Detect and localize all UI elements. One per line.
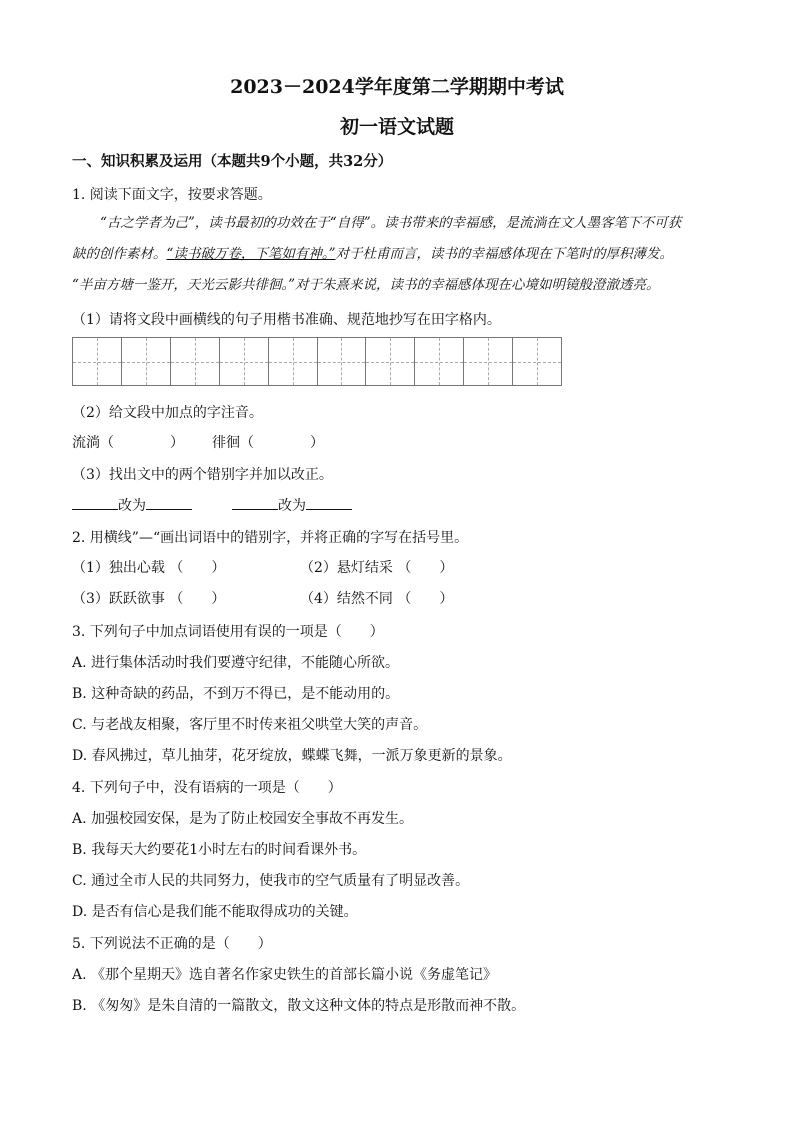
q2-item[interactable]: （1）独出心载 （ ）: [72, 560, 226, 576]
grid-cell[interactable]: [269, 338, 318, 385]
q5-option-a[interactable]: A. 《那个星期天》选自著名作家史铁生的首部长篇小说《务虚笔记》: [72, 967, 498, 983]
grid-cell[interactable]: [73, 338, 122, 385]
grid-cell[interactable]: [318, 338, 367, 385]
q1-sub1: （1）请将文段中画横线的句子用楷书准确、规范地抄写在田字格内。: [72, 312, 501, 328]
grid-cell[interactable]: [464, 338, 513, 385]
grid-cell[interactable]: [220, 338, 269, 385]
q1-stem: 1. 阅读下面文字，按要求答题。: [72, 187, 272, 203]
grid-cell[interactable]: [415, 338, 464, 385]
answer-blank[interactable]: [232, 495, 278, 510]
q2-item[interactable]: （2）悬灯结采 （ ）: [300, 560, 454, 576]
q3-stem: 3. 下列句子中加点词语使用有误的一项是（ ）: [72, 624, 384, 640]
answer-blank[interactable]: [146, 495, 192, 510]
grid-cell[interactable]: [366, 338, 415, 385]
q3-option-b[interactable]: B. 这种奇缺的药品，不到万不得已，是不能动用的。: [72, 686, 400, 702]
exam-subtitle: 初一语文试题: [339, 116, 454, 138]
q2-item[interactable]: （4）结然不同 （ ）: [300, 591, 454, 607]
q1-sub3: （3）找出文中的两个错别字并加以改正。: [72, 467, 333, 483]
q3-option-c[interactable]: C. 与老战友相聚，客厅里不时传来祖父哄堂大笑的声音。: [72, 717, 428, 733]
q1-passage: [72, 208, 724, 301]
underlined-sentence: “读书破万卷，下笔如有神。”: [166, 246, 336, 262]
q2-item[interactable]: （3）跃跃欲事 （ ）: [72, 591, 226, 607]
answer-blank[interactable]: [72, 495, 118, 510]
q5-stem: 5. 下列说法不正确的是（ ）: [72, 936, 272, 952]
pinyin-b[interactable]: 徘徊（ ）: [212, 435, 324, 451]
section-heading: 一、知识积累及运用（本题共9个小题，共32分）: [72, 153, 393, 170]
q3-option-d[interactable]: D. 春风拂过，草儿抽芽，花牙绽放，蝶蝶飞舞，一派万象更新的景象。: [72, 748, 512, 764]
pinyin-a[interactable]: 流淌（ ）: [72, 435, 184, 451]
q3-option-a[interactable]: A. 进行集体活动时我们要遵守纪律，不能随心所欲。: [72, 655, 400, 671]
correction-2[interactable]: 改为: [232, 495, 352, 515]
answer-blank[interactable]: [306, 495, 352, 510]
grid-cell[interactable]: [122, 338, 171, 385]
tianzige-grid[interactable]: [72, 337, 562, 386]
passage-line-3: “半亩方塘一鉴开，天光云影共徘徊。”对于朱熹来说，读书的幸福感体现在心境如明镜般澄澈透亮。: [72, 277, 660, 293]
q4-option-c[interactable]: C. 通过全市人民的共同努力，使我市的空气质量有了明显改善。: [72, 873, 470, 889]
correction-1[interactable]: 改为: [72, 495, 192, 515]
q4-option-a[interactable]: A. 加强校园安保，是为了防止校园安全事故不再发生。: [72, 811, 414, 827]
exam-title: 2023－2024学年度第二学期期中考试: [230, 76, 564, 98]
passage-line-2: 缺的创作素材。“读书破万卷，下笔如有神。”对于杜甫而言，读书的幸福感体现在下笔时的厚积薄发。: [72, 246, 674, 262]
grid-cell[interactable]: [171, 338, 220, 385]
grid-cell[interactable]: [513, 338, 561, 385]
q2-stem: 2. 用横线”—“画出词语中的错别字，并将正确的字写在括号里。: [72, 530, 469, 546]
passage-line-1: “古之学者为己”，读书最初的功效在于“自得”。读书带来的幸福感，是流淌在文人墨客笔下不可获: [100, 215, 682, 231]
q5-option-b[interactable]: B. 《匆匆》是朱自清的一篇散文，散文这种文体的特点是形散而神不散。: [72, 998, 526, 1014]
q1-sub2: （2）给文段中加点的字注音。: [72, 405, 263, 421]
q4-option-b[interactable]: B. 我每天大约要花1小时左右的时间看课外书。: [72, 842, 367, 858]
q4-option-d[interactable]: D. 是否有信心是我们能不能取得成功的关键。: [72, 904, 358, 920]
q4-stem: 4. 下列句子中，没有语病的一项是（ ）: [72, 780, 342, 796]
